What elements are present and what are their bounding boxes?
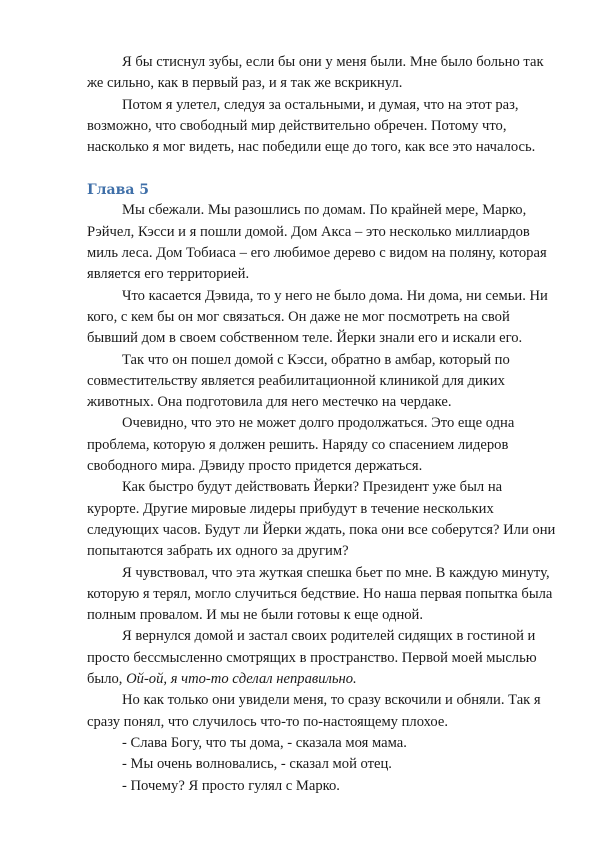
paragraph: Я чувствовал, что эта жуткая спешка бьет по мне. В каждую минуту, которую я терял, могло случиться бедствие. Но наша первая попытка была полным провалом. И мы не были готовы к еще одной. xyxy=(87,564,553,624)
paragraph: Что касается Дэвида, то у него не было дома. Ни дома, ни семьи. Ни кого, с кем бы он мог связаться. Он даже не мог посмотреть на свой бывший дом в своем собственном теле. Йерки знали его и искали его. xyxy=(87,287,548,347)
paragraph: Я бы стиснул зубы, если бы они у меня были. Мне было больно так же сильно, как в первый раз, и я так же вскрикнул. xyxy=(87,54,544,92)
italic-thought: Ой-ой, я что-то сделал неправильно. xyxy=(126,671,357,688)
paragraph xyxy=(87,626,557,690)
paragraph-text: Я вернулся домой и застал своих родителей сидящих в гостиной и просто бессмысленно смотрящих в пространство. Первой моей мыслью было, xyxy=(87,628,537,688)
paragraph: Но как только они увидели меня, то сразу вскочили и обняли. Так я сразу понял, что случилось что-то по-настоящему плохое. xyxy=(87,692,541,730)
paragraph: Мы сбежали. Мы разошлись по домам. По крайней мере, Марко, Рэйчел, Кэсси и я пошли домой. Дом Акса – это несколько миллиардов миль леса. Дом Тобиаса – его любимое дерево с видом на поляну, которая является его территорией. xyxy=(87,202,547,283)
document-page xyxy=(87,52,557,797)
paragraph: Так что он пошел домой с Кэсси, обратно в амбар, который по совместительству является реабилитационной клиникой для диких животных. Она подготовила для него местечко на чердаке. xyxy=(87,351,510,411)
paragraph: Как быстро будут действовать Йерки? Президент уже был на курорте. Другие мировые лидеры прибудут в течение нескольких следующих часов. Будут ли Йерки ждать, пока они все соберутся? Или они попытаются забрать их одного за другим? xyxy=(87,479,556,560)
paragraph: Потом я улетел, следуя за остальными, и думая, что на этот раз, возможно, что свободный мир действительно обречен. Потому что, насколько я мог видеть, нас победили еще до того, как все это началось. xyxy=(87,96,536,156)
chapter-heading: Глава 5 xyxy=(87,182,150,199)
dialogue-line: - Мы очень волновались, - сказал мой отец. xyxy=(122,756,392,773)
dialogue-line: - Почему? Я просто гулял с Марко. xyxy=(122,777,340,794)
dialogue-line: - Слава Богу, что ты дома, - сказала моя мама. xyxy=(122,734,407,751)
paragraph: Очевидно, что это не может долго продолжаться. Это еще одна проблема, которую я должен решить. Наряду со спасением лидеров свободного мира. Дэвиду просто придется держаться. xyxy=(87,415,515,475)
